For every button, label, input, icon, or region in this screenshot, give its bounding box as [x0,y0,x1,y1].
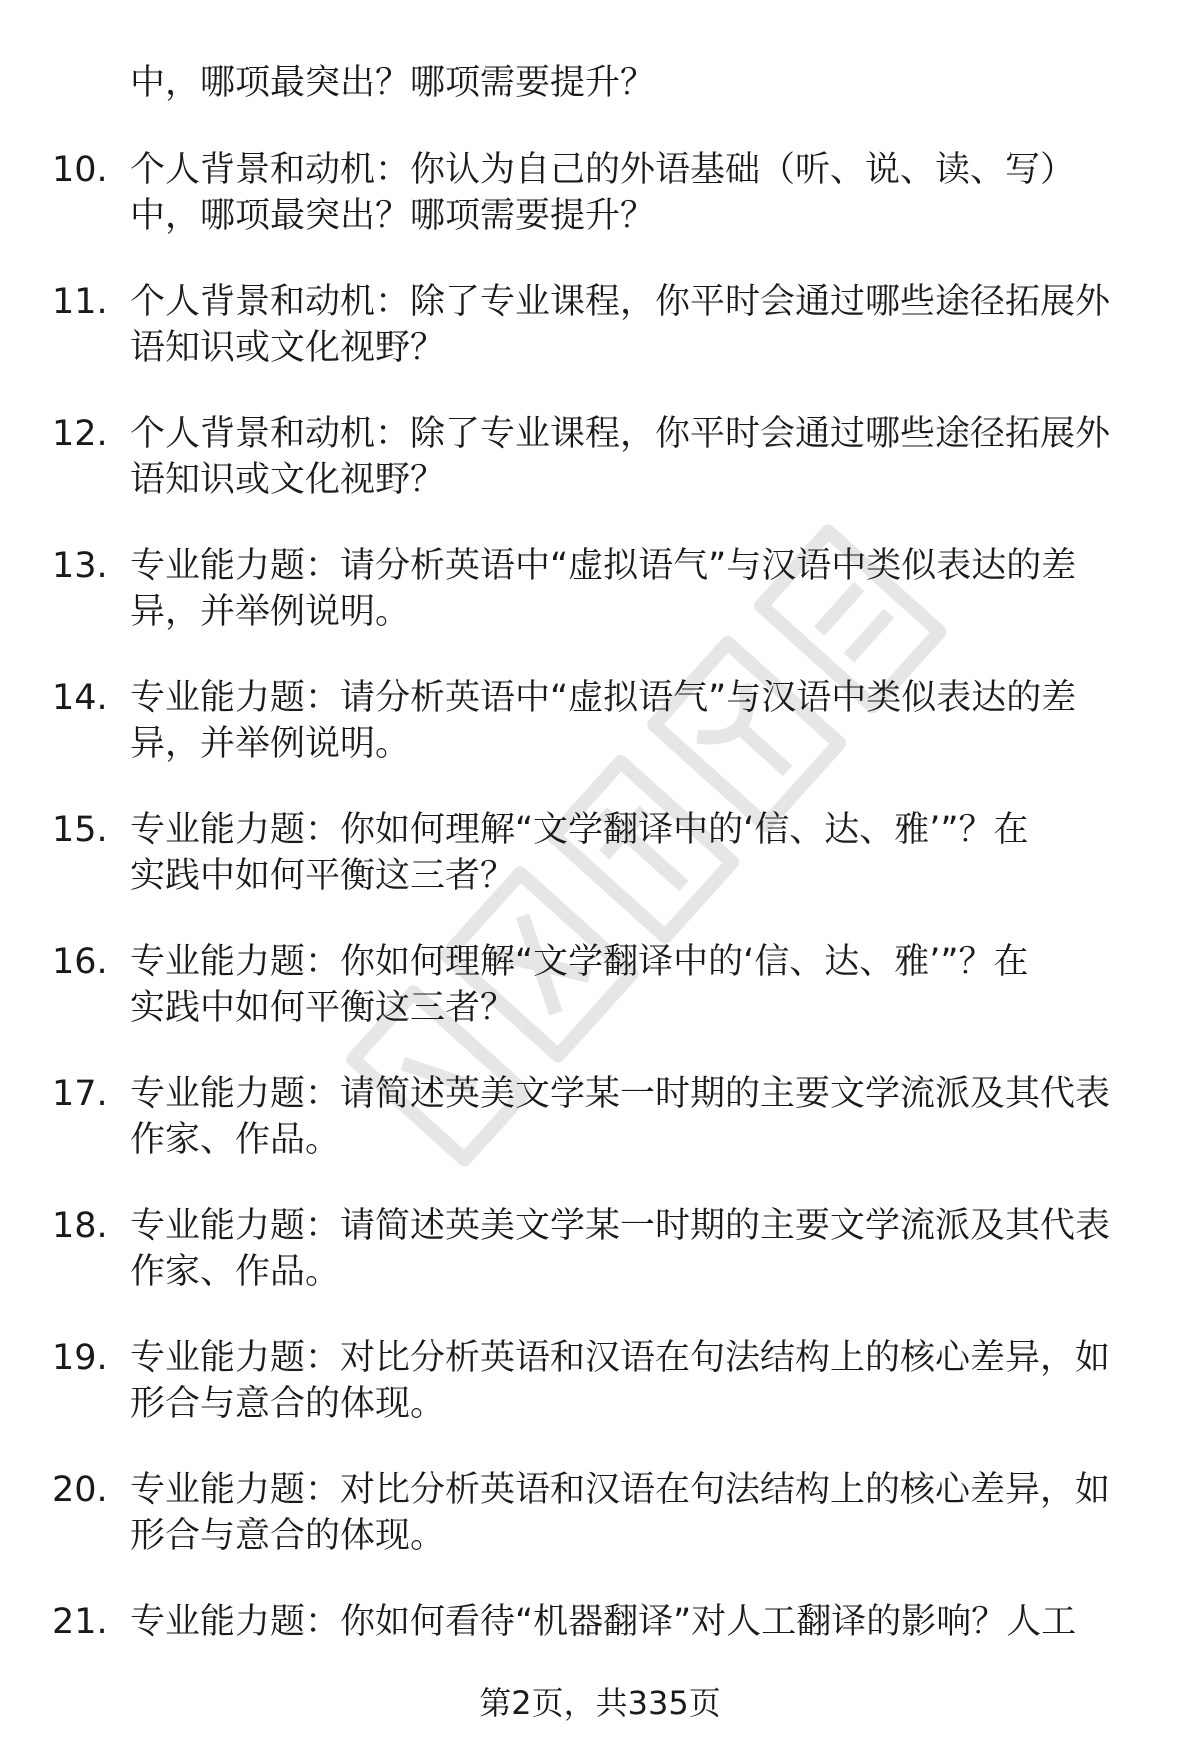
list-item [0,675,1200,807]
question-number: 21. [52,1602,108,1642]
list-item [0,411,1200,543]
question-text: 专业能力题：请分析英语中“虚拟语气”与汉语中类似表达的差 异，并举例说明。 [130,678,1077,764]
list-item [0,807,1200,939]
page-footer: 第2页，共335页 [479,1684,721,1722]
question-number: 18. [52,1206,108,1246]
question-number: 16. [52,942,108,982]
question-number: 13. [52,546,108,586]
question-text: 个人背景和动机：除了专业课程，你平时会通过哪些途径拓展外 语知识或文化视野？ [130,282,1111,368]
question-text: 个人背景和动机：你认为自己的外语基础（听、说、读、写） 中，哪项最突出？哪项需要提升？ [130,150,1076,236]
question-text: 专业能力题：你如何看待“机器翻译”对人工翻译的影响？人工 [130,1602,1077,1642]
list-item [0,1335,1200,1467]
question-text: 专业能力题：对比分析英语和汉语在句法结构上的核心差异，如 形合与意合的体现。 [130,1470,1111,1556]
question-text: 专业能力题：请分析英语中“虚拟语气”与汉语中类似表达的差 异，并举例说明。 [130,546,1077,632]
question-text: 专业能力题：请简述英美文学某一时期的主要文学流派及其代表 作家、作品。 [130,1206,1111,1292]
question-text: 个人背景和动机：除了专业课程，你平时会通过哪些途径拓展外 语知识或文化视野？ [130,414,1111,500]
list-item [0,1071,1200,1203]
question-number: 19. [52,1338,108,1378]
continuation-line: 中，哪项最突出？哪项需要提升？ [130,63,656,103]
question-text: 专业能力题：请简述英美文学某一时期的主要文学流派及其代表 作家、作品。 [130,1074,1111,1160]
list-item [0,543,1200,675]
question-text: 专业能力题：你如何理解“文学翻译中的‘信、达、雅’”？在 实践中如何平衡这三者？ [130,810,1029,896]
question-number: 20. [52,1470,108,1510]
question-number: 14. [52,678,108,718]
question-number: 12. [52,414,108,454]
list-item [0,939,1200,1071]
question-number: 11. [52,282,108,322]
list-item [0,279,1200,411]
question-list [0,147,1200,1731]
list-item [0,1467,1200,1599]
list-item [0,1203,1200,1335]
question-number: 17. [52,1074,108,1114]
question-text: 专业能力题：对比分析英语和汉语在句法结构上的核心差异，如 形合与意合的体现。 [130,1338,1111,1424]
question-number: 15. [52,810,108,850]
list-item [0,147,1200,279]
question-text: 专业能力题：你如何理解“文学翻译中的‘信、达、雅’”？在 实践中如何平衡这三者？ [130,942,1029,1028]
question-number: 10. [52,150,108,190]
